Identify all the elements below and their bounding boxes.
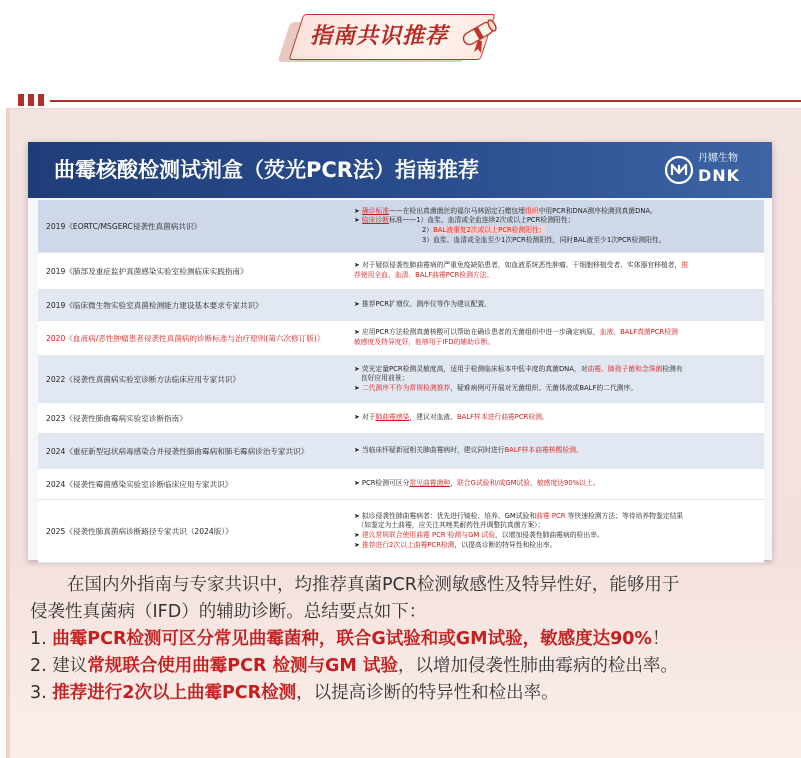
highlighted-text: 曲霉 PCR bbox=[536, 511, 566, 520]
highlighted-text: BALF样本进行曲霉PCR检测。 bbox=[457, 413, 549, 422]
guideline-recommendation bbox=[346, 356, 764, 402]
guideline-row bbox=[38, 434, 764, 468]
guideline-row bbox=[38, 253, 764, 289]
text: ➤ bbox=[354, 531, 362, 539]
highlighted-text: 曲霉、肺孢子菌和念珠菌 bbox=[587, 364, 663, 373]
highlighted-text: 确诊标准 bbox=[361, 206, 390, 215]
highlighted-text: 组织 bbox=[524, 206, 539, 215]
text: ➤ 对于疑似侵袭性肺曲霉病的严重免疫缺陷患者，如血液系统恶性肿瘤、干细胞移植受者、实体器官移植者， bbox=[354, 261, 682, 270]
text: ➤ bbox=[354, 216, 362, 225]
point-number: 3. bbox=[30, 683, 47, 703]
recommendation-line bbox=[354, 531, 758, 541]
text: （如鉴定为土曲霉，应关注其唑类耐药性并调整抗真菌方案）； bbox=[354, 521, 545, 530]
point-number: 2. bbox=[30, 656, 47, 676]
point-tail: ，以增加侵袭性肺曲霉病的检出率。 bbox=[397, 656, 678, 676]
text: 检测有 bbox=[662, 364, 683, 373]
text: ➤ bbox=[354, 540, 362, 549]
text: 2） bbox=[354, 226, 434, 234]
guideline-source: 2019《肺部及重症监护真菌感染实验室检测临床实践指南》 bbox=[38, 253, 346, 289]
recommendation-line bbox=[354, 413, 758, 423]
guideline-recommendation bbox=[346, 434, 764, 468]
recommendation-line bbox=[354, 512, 758, 522]
text: ➤ bbox=[354, 206, 362, 215]
summary-text bbox=[30, 572, 780, 707]
guideline-row bbox=[38, 469, 764, 499]
guideline-source: 2025《侵袭性肺真菌病诊断路径专家共识（2024版）》 bbox=[38, 500, 346, 562]
guideline-source: 2023《侵袭性肺曲霉病实验室诊断指南》 bbox=[38, 403, 346, 433]
point-emphasis: 曲霉PCR检测可区分常见曲霉菌种，联合G试验和或GM试验，敏感度达90% bbox=[52, 629, 652, 649]
point-emphasis: 推荐进行2次以上曲霉PCR检测 bbox=[52, 683, 297, 703]
guideline-recommendation bbox=[346, 500, 764, 562]
text: ➤ 应用PCR方法检测真菌核酸可以帮助在确诊患者的无菌组织中进一步确定病原， bbox=[354, 328, 600, 337]
guideline-row bbox=[38, 403, 764, 433]
top-divider-marks bbox=[18, 94, 44, 106]
recommendation-line bbox=[354, 328, 758, 338]
text: ➤ PCR检测可区分 bbox=[354, 479, 410, 488]
section-banner bbox=[0, 0, 801, 100]
text: ➤ 拟诊侵袭性肺曲霉病者：优先进行镜检、培养、GM试验和 bbox=[354, 511, 537, 520]
slide-header bbox=[28, 142, 772, 198]
row-divider bbox=[38, 562, 764, 563]
summary-point-2 bbox=[30, 653, 780, 680]
recommendation-line bbox=[354, 365, 758, 375]
text: ➤ 对于 bbox=[354, 413, 376, 422]
highlighted-text: 临床诊断 bbox=[361, 216, 390, 225]
point-tail: ！ bbox=[651, 629, 670, 649]
guideline-recommendation bbox=[346, 253, 764, 289]
point-tail: ，以提高诊断的特异性和检出率。 bbox=[296, 683, 559, 703]
highlighted-text: 推 bbox=[681, 261, 689, 270]
text: 标准——1）血浆、血清或全血连续2次或以上PCR检测阳性； bbox=[389, 216, 575, 225]
guideline-source: 2020《血液病/恶性肿瘤患者侵袭性真菌病的诊断标准与治疗原则(第六次修订版)》 bbox=[38, 321, 346, 355]
guideline-source: 2022《侵袭性真菌病实验室诊断方法临床应用专家共识》 bbox=[38, 356, 346, 402]
point-emphasis: 常规联合使用曲霉PCR 检测与GM 试验 bbox=[87, 656, 398, 676]
guideline-recommendation bbox=[346, 469, 764, 499]
highlighted-text: BAL液重复2次或以上PCR检测阳性； bbox=[433, 226, 546, 234]
guideline-table bbox=[38, 200, 764, 563]
text: ——在检出真菌菌丝的福尔马林固定石蜡包埋 bbox=[389, 206, 525, 215]
summary-intro-line-2: 侵袭性真菌病（IFD）的辅助诊断。总结要点如下： bbox=[30, 602, 427, 622]
slide-title: 曲霉核酸检测试剂盒（荧光PCR法）指南推荐 bbox=[54, 158, 479, 182]
recommendation-line bbox=[354, 236, 758, 246]
recommendation-line bbox=[354, 271, 758, 281]
highlighted-text: 荐使用全血、血清、BALF曲霉PCR检测方法。 bbox=[354, 271, 494, 279]
logo-english-name: DNK bbox=[698, 166, 741, 185]
recommendation-line bbox=[354, 216, 758, 226]
point-number: 1. bbox=[30, 629, 47, 649]
recommendation-line bbox=[354, 541, 758, 551]
highlighted-text: 二代测序不作为常规检测推荐 bbox=[361, 383, 451, 392]
recommendation-line bbox=[354, 384, 758, 394]
summary-point-1 bbox=[30, 626, 780, 653]
guideline-row bbox=[38, 290, 764, 320]
guideline-row bbox=[38, 321, 764, 355]
highlighted-text: 推荐进行2次以上曲霉PCR检测 bbox=[361, 540, 455, 549]
highlighted-text: 建议常规联合使用曲霉 PCR 检测与GM 试验 bbox=[361, 531, 495, 539]
text: ➤ 当临床怀疑新冠相关肺曲霉病时，建议同时进行 bbox=[354, 446, 505, 455]
recommendation-line bbox=[354, 300, 758, 310]
guideline-recommendation bbox=[346, 290, 764, 320]
text: ，建议对血液、 bbox=[409, 413, 458, 422]
recommendation-line bbox=[354, 261, 758, 271]
text: ，疑难病例可开展对无菌组织、无菌体液或BALF的二代测序。 bbox=[450, 383, 638, 392]
guideline-recommendation bbox=[346, 403, 764, 433]
text: 良好应用前景； bbox=[354, 374, 409, 383]
guideline-slide bbox=[28, 142, 772, 560]
guideline-source: 2024《重症新型冠状病毒感染合并侵袭性肺曲霉病和肺毛霉病诊治专家共识》 bbox=[38, 434, 346, 468]
summary-point-3 bbox=[30, 680, 780, 707]
text: ➤ bbox=[354, 383, 362, 392]
guideline-recommendation bbox=[346, 321, 764, 355]
highlighted-text: 联合G试验和/或GM试验，敏感度达90%以上。 bbox=[457, 479, 600, 488]
text: ，以增加侵袭性肺曲霉病的检出率。 bbox=[495, 531, 604, 539]
text: ➤ 推荐PCR扩增仪、测序仪等作为建议配置。 bbox=[354, 300, 491, 309]
recommendation-line bbox=[354, 207, 758, 217]
logo-chinese-name: 丹娜生物 bbox=[698, 153, 738, 164]
guideline-row bbox=[38, 356, 764, 402]
text: ➤ 荧光定量PCR检测灵敏度高，适用于检测临床标本中低丰度的真菌DNA，对 bbox=[354, 364, 588, 373]
text: ，以提高诊断的特异性和检出率。 bbox=[454, 540, 557, 549]
text: 3）血浆、血清或全血至少1次PCR检测阳性，同时BAL液至少1次PCR检测阳性。 bbox=[354, 235, 666, 244]
text: 等快速检测方法；等待培养物鉴定结果 bbox=[565, 511, 684, 520]
summary-intro bbox=[30, 572, 780, 599]
highlighted-text: 常见曲霉菌种 bbox=[409, 479, 451, 488]
recommendation-line bbox=[354, 374, 758, 384]
highlighted-text: BALF样本曲霉核酸检测。 bbox=[504, 446, 583, 455]
guideline-source: 2024《侵袭性霉菌感染实验室诊断临床应用专家共识》 bbox=[38, 469, 346, 499]
recommendation-line bbox=[354, 226, 758, 236]
recommendation-line bbox=[354, 521, 758, 531]
guideline-source: 2019《临床微生物实验室真菌检测能力建设基本要求专家共识》 bbox=[38, 290, 346, 320]
guideline-recommendation bbox=[346, 200, 764, 252]
summary-intro-line-1: 在国内外指南与专家共识中，均推荐真菌PCR检测敏感性及特异性好，能够用于 bbox=[67, 575, 680, 595]
top-divider bbox=[50, 100, 801, 102]
point-prefix: 建议 bbox=[52, 656, 88, 676]
diploma-scroll-icon bbox=[456, 10, 502, 56]
guideline-row bbox=[38, 200, 764, 252]
highlighted-text: 敏感度及特异度好，能够用于IFD的辅助诊断。 bbox=[354, 338, 495, 346]
highlighted-text: 血液、BALF真菌PCR检测 bbox=[599, 328, 678, 337]
recommendation-line bbox=[354, 479, 758, 489]
guideline-row bbox=[38, 500, 764, 562]
text: 中用PCR和DNA测序检测到真菌DNA。 bbox=[538, 206, 657, 215]
recommendation-line bbox=[354, 446, 758, 456]
guideline-source: 2019《EORTC/MSGERC侵袭性真菌病共识》 bbox=[38, 200, 346, 252]
highlighted-text: 肺曲霉感染 bbox=[375, 413, 410, 422]
text: ， bbox=[450, 479, 457, 488]
banner-title: 指南共识推荐 bbox=[309, 24, 448, 49]
dnk-logo-icon bbox=[664, 155, 694, 185]
recommendation-line bbox=[354, 338, 758, 348]
